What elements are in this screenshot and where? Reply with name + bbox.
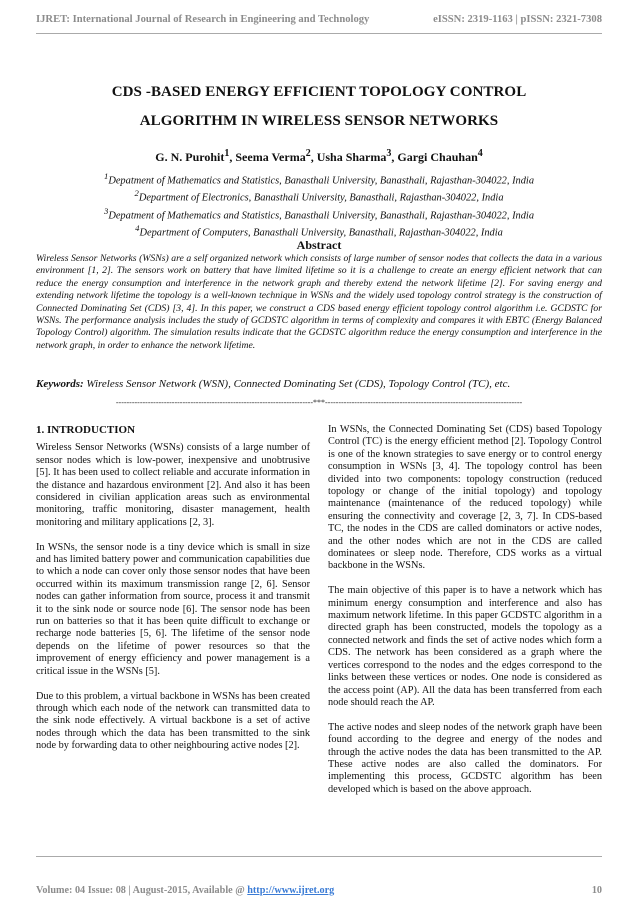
footer-divider (36, 856, 602, 857)
author: Gargi Chauhan$^4$ (397, 148, 483, 164)
journal-name: IJRET: International Journal of Research in Engineering and Technology (36, 14, 370, 25)
paragraph: Due to this problem, a virtual backbone in WSNs has been created through which each node of the network can transmitted data to the sink node effectively. A virtual backbone is a set of active nodes through which the data has been transmitted to the sink node by forwarding data to other neighbouring active nodes [2]. (36, 690, 310, 752)
affiliation: $^4$Department of Computers, Banasthali University, Banasthali, Rajasthan-304022, India (135, 223, 503, 239)
journal-link[interactable]: http://www.ijret.org (247, 885, 335, 896)
abstract-heading: Abstract (296, 238, 342, 252)
paper-title-line-1: CDS -BASED ENERGY EFFICIENT TOPOLOGY CONTROL (111, 84, 527, 100)
paragraph: In WSNs, the Connected Dominating Set (CDS) based Topology Control (TC) is the energy efficient method [2]. Topology Control is one of the known strategies to save energy or to control energy consumption in WSNs [3, 4]. The topology control has been divided into two components: topology construction (reduced topology or change of the initial topology) and topology maintenance (maintenance of the reduced topology) while ensuring the connectivity and coverage [2, 3, 7]. In CDS-based TC, the nodes in the CDS are called dominators or active nodes, and the other nodes which are not in the CDS are called dominatees or sleep node. Therefore, CDS works as a virtual backbone in the WSNs. (328, 424, 602, 572)
author: Usha Sharma$^3$, (316, 148, 398, 164)
keywords (36, 378, 602, 390)
paper-title-line-2: ALGORITHM IN WIRELESS SENSOR NETWORKS (139, 113, 499, 129)
keywords-label: Keywords: (36, 378, 84, 390)
left-column (36, 424, 310, 765)
paragraph: In WSNs, the sensor node is a tiny device which is small in size and has limited battery power and communication capabilities due to which a node can cover only those sensor nodes that have been occurred within its maximum transmission range [2, 6]. Sensor nodes can gather information from source, process it and transmit it to the sink node or source node [6]. The sensor node has been run on batteries so that it has been quite difficult to exchange or recharge node batteries [5, 6]. The lifetime of the sensor node depends on the lifetime of power resources so that the improvement of energy efficiency and power management is a critical issue in the WSNs [5]. (36, 541, 310, 677)
right-column (328, 424, 602, 809)
keywords-text: Wireless Sensor Network (WSN), Connected Dominating Set (CDS), Topology Control (TC), etc. (86, 378, 511, 390)
section-separator: --------------------------------------------------------------------------***-------------------------------------------------------------------------- (115, 398, 523, 407)
author: Seema Verma$^2$, (235, 148, 317, 164)
affiliation: $^1$Depatment of Mathematics and Statistics, Banasthali University, Banasthali, Rajasthan-304022, India (103, 171, 535, 187)
footer-volume: Volume: 04 Issue: 08 | August-2015, Available @ http://www.ijret.org (36, 885, 335, 896)
affiliations (36, 170, 602, 240)
page-number: 10 (591, 885, 602, 896)
issn: eISSN: 2319-1163 | pISSN: 2321-7308 (433, 14, 602, 25)
section-heading-introduction: 1. INTRODUCTION (36, 424, 136, 436)
affiliation: $^2$Department of Electronics, Banasthali University, Banasthali, Rajasthan-304022, India (134, 188, 504, 204)
paragraph: Wireless Sensor Networks (WSNs) consists of a large number of sensor nodes which is low-power, inexpensive and unobtrusive [5]. It has been used to collect reliable and accurate information in the distance and hazardous environment [2]. And also it has been considered in civilian application areas such as environmental monitoring, traffic monitoring, disaster management, health monitoring and military applications [2, 3]. (36, 442, 310, 528)
abstract-text: Wireless Sensor Networks (WSNs) are a self organized network which consists of large number of sensor nodes that collects the data in a various environment [1, 2]. The sensors work on battery that have limited lifetime so it is a challenge to create an energy efficient network that can reduce the energy consumption and interference in the network graph and thereby extend the network lifetime [2]. For saving energy and extending network lifetime the topology is a well-known technique in WSNs and the widely used topology control strategy is the construction of Connected Dominating Set (CDS) [3, 4]. In this paper, we construct a CDS based energy efficient topology control algorithm i.e. GCDSTC for WSNs. The performance analysis includes the study of GCDSTC algorithm in terms of complexity and compares it with EBTC (Energy Balanced Topology Control) algorithm. The simulation results indicate that the GCDSTC algorithm reduce the energy consumption and interference in the network graph, in order to enhance the network lifetime. (36, 253, 602, 351)
paragraph: The main objective of this paper is to have a network which has minimum energy consumption and interference and also has maximum network lifetime. In this paper GCDSTC algorithm in a directed graph has been constructed, models the topology as a connected network and finds the set of active nodes which form a CDS. The network has been considered as a graph where the vertices correspond to the nodes and the edges correspond to the links between these vertices or nodes. One node is considered as the access point (AP). All the data has been transferred from each node should reach the AP. (328, 585, 602, 708)
author-list (36, 148, 602, 165)
affiliation: $^3$Depatment of Mathematics and Statistics, Banasthali University, Banasthali, Rajasthan-304022, India (103, 205, 535, 222)
author: G. N. Purohit$^1$, (155, 148, 236, 164)
paragraph: The active nodes and sleep nodes of the network graph have been found according to the degree and energy of the nodes and through the active nodes the data has been transmitted to the AP. These active nodes are also called the dominators. For implementing this process, GCDSTC algorithm has been developed which is based on the above approach. (328, 721, 602, 795)
header-divider (36, 33, 602, 34)
